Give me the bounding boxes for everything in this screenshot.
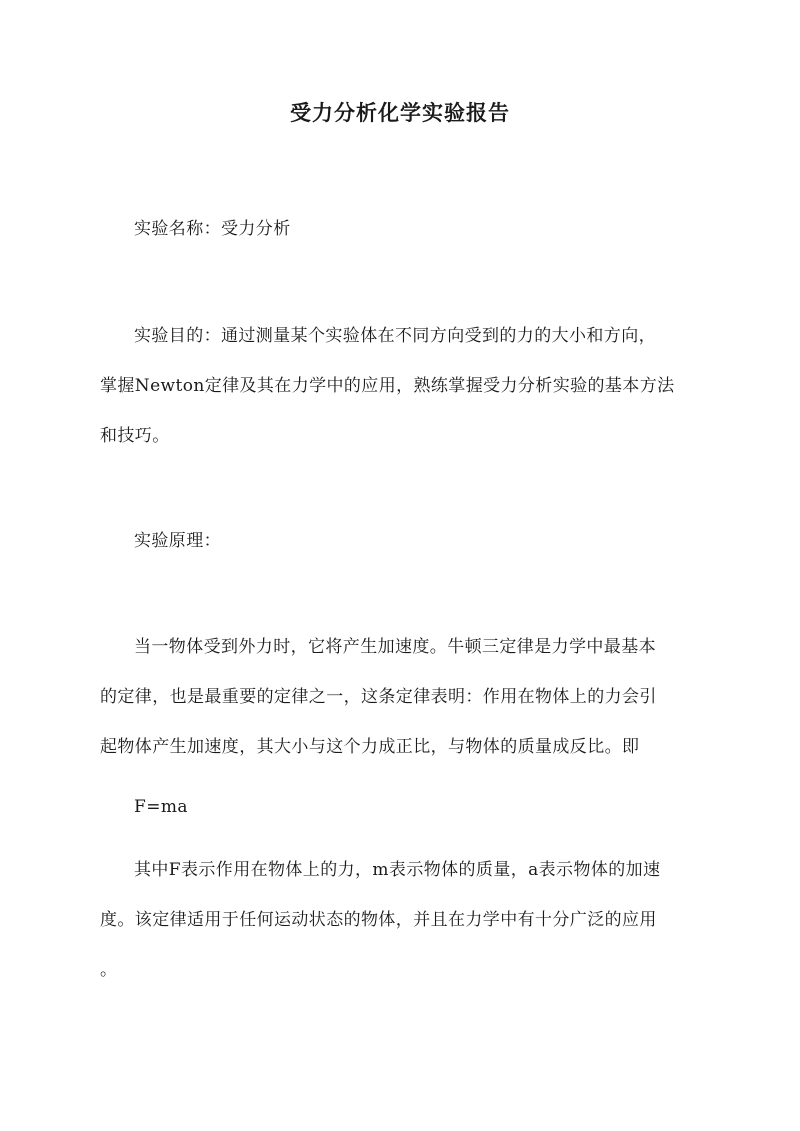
explanation-line-2: 度。该定律适用于任何运动状态的物体，并且在力学中有十分广泛的应用 (100, 910, 657, 930)
document-title: 受力分析化学实验报告 (290, 100, 510, 125)
principle-heading: 实验原理： (134, 531, 221, 551)
purpose-line-2: 掌握Newton定律及其在力学中的应用，熟练掌握受力分析实验的基本方法 (100, 376, 675, 396)
experiment-name-line: 实验名称：受力分析 (134, 219, 291, 239)
principle-line-2: 的定律，也是最重要的定律之一，这条定律表明：作用在物体上的力会引 (100, 687, 657, 707)
explanation-line-3: 。 (100, 960, 118, 980)
purpose-line-1: 实验目的：通过测量某个实验体在不同方向受到的力的大小和方向， (134, 326, 656, 346)
principle-line-3: 起物体产生加速度，其大小与这个力成正比，与物体的质量成反比。即 (100, 737, 640, 757)
formula: F=ma (134, 797, 188, 817)
explanation-line-1: 其中F表示作用在物体上的力，m表示物体的质量，a表示物体的加速 (134, 860, 661, 880)
purpose-line-3: 和技巧。 (100, 426, 170, 446)
principle-line-1: 当一物体受到外力时，它将产生加速度。牛顿三定律是力学中最基本 (134, 637, 656, 657)
